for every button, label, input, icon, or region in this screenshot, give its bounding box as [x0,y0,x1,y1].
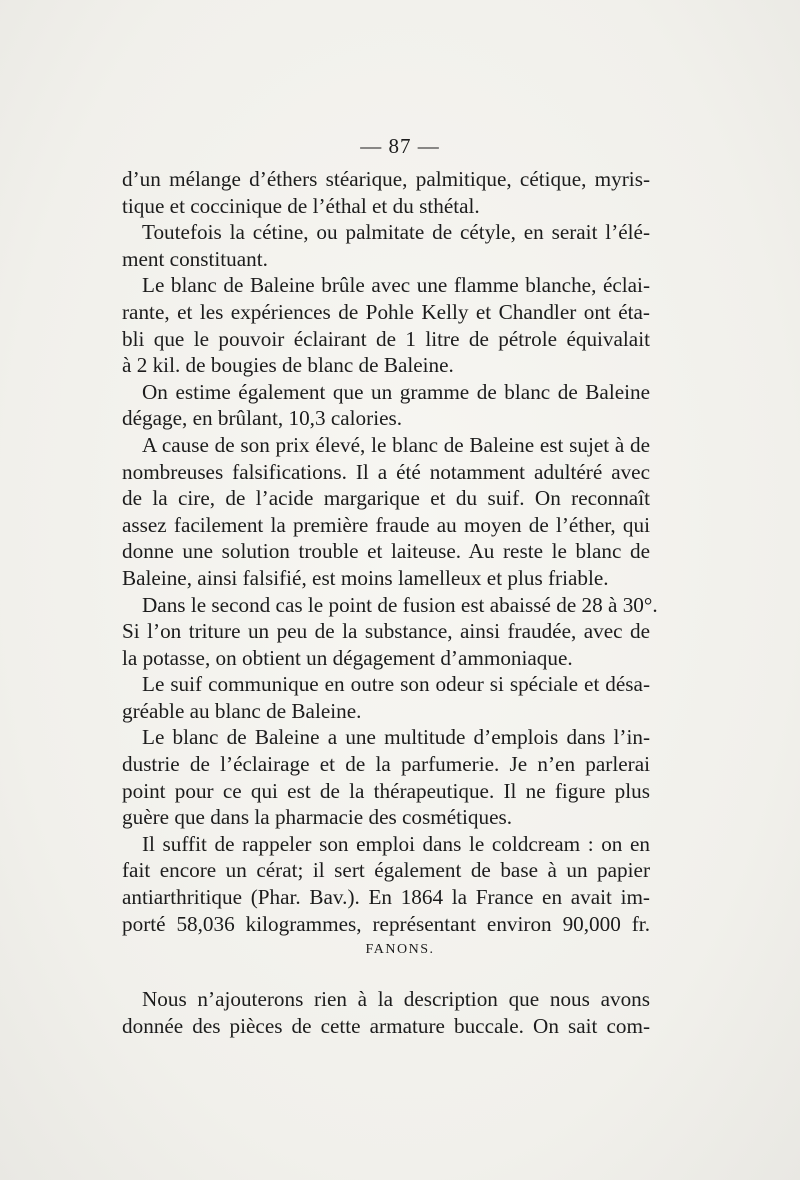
text-line: A cause de son prix élevé, le blanc de Baleine est sujet à de [142,432,650,457]
text-line: donne une solution trouble et laiteuse. Au reste le blanc de [122,539,650,564]
text-line: bli que le pouvoir éclairant de 1 litre de pétrole équivalait [122,326,650,351]
text-line: la potasse, on obtient un dégagement d’ammoniaque. [122,645,573,670]
text-line: de la cire, de l’acide margarique et du suif. On reconnaît [122,486,650,511]
text-line: nombreuses falsifications. Il a été notamment adultéré avec [122,459,650,484]
text-line: Dans le second cas le point de fusion est abaissé de 28 à 30°. [142,592,658,617]
text-line: Toutefois la cétine, ou palmitate de cétyle, en serait l’élé- [142,220,650,245]
text-line: gréable au blanc de Baleine. [122,698,362,723]
text-line: assez facilement la première fraude au moyen de l’éther, qui [122,512,650,537]
page-number: — 87 — [360,134,440,158]
text-line: dustrie de l’éclairage et de la parfumerie. Je n’en parlerai [122,752,650,777]
text-line: rante, et les expériences de Pohle Kelly et Chandler ont éta- [122,299,650,324]
text-line: à 2 kil. de bougies de blanc de Baleine. [122,353,454,378]
text-line: ment constituant. [122,246,268,271]
text-line: Le blanc de Baleine a une multitude d’emplois dans l’in- [142,725,650,750]
text-line: Baleine, ainsi falsifié, est moins lamelleux et plus friable. [122,565,609,590]
section-heading: FANONS. [365,942,435,957]
text-line: Il suffit de rappeler son emploi dans le coldcream : on en [142,831,650,856]
text-line: donnée des pièces de cette armature buccale. On sait com- [122,1013,650,1038]
text-line: Nous n’ajouterons rien à la description que nous avons [142,987,650,1011]
text-line: porté 58,036 kilogrammes, représentant environ 90,000 fr. [122,911,650,936]
body-text [122,166,658,937]
text-line: fait encore un cérat; il sert également de base à un papier [122,858,650,883]
text-line: antiarthritique (Phar. Bav.). En 1864 la France en avait im- [122,885,650,910]
text-line: dégage, en brûlant, 10,3 calories. [122,406,403,431]
text-line: On estime également que un gramme de blanc de Baleine [142,379,650,404]
text-line: Si l’on triture un peu de la substance, ainsi fraudée, avec de [122,619,650,644]
text-line: Le blanc de Baleine brûle avec une flamme blanche, éclai- [142,273,650,298]
text-line: guère que dans la pharmacie des cosmétiques. [122,805,513,830]
section-body-text [122,986,650,1039]
text-line: Le suif communique en outre son odeur si spéciale et désa- [142,672,650,697]
text-line: point pour ce qui est de la thérapeutique. Il ne figure plus [122,778,650,803]
text-line: d’un mélange d’éthers stéarique, palmitique, cétique, myris- [122,167,650,191]
text-line: tique et coccinique de l’éthal et du sthétal. [122,193,480,218]
